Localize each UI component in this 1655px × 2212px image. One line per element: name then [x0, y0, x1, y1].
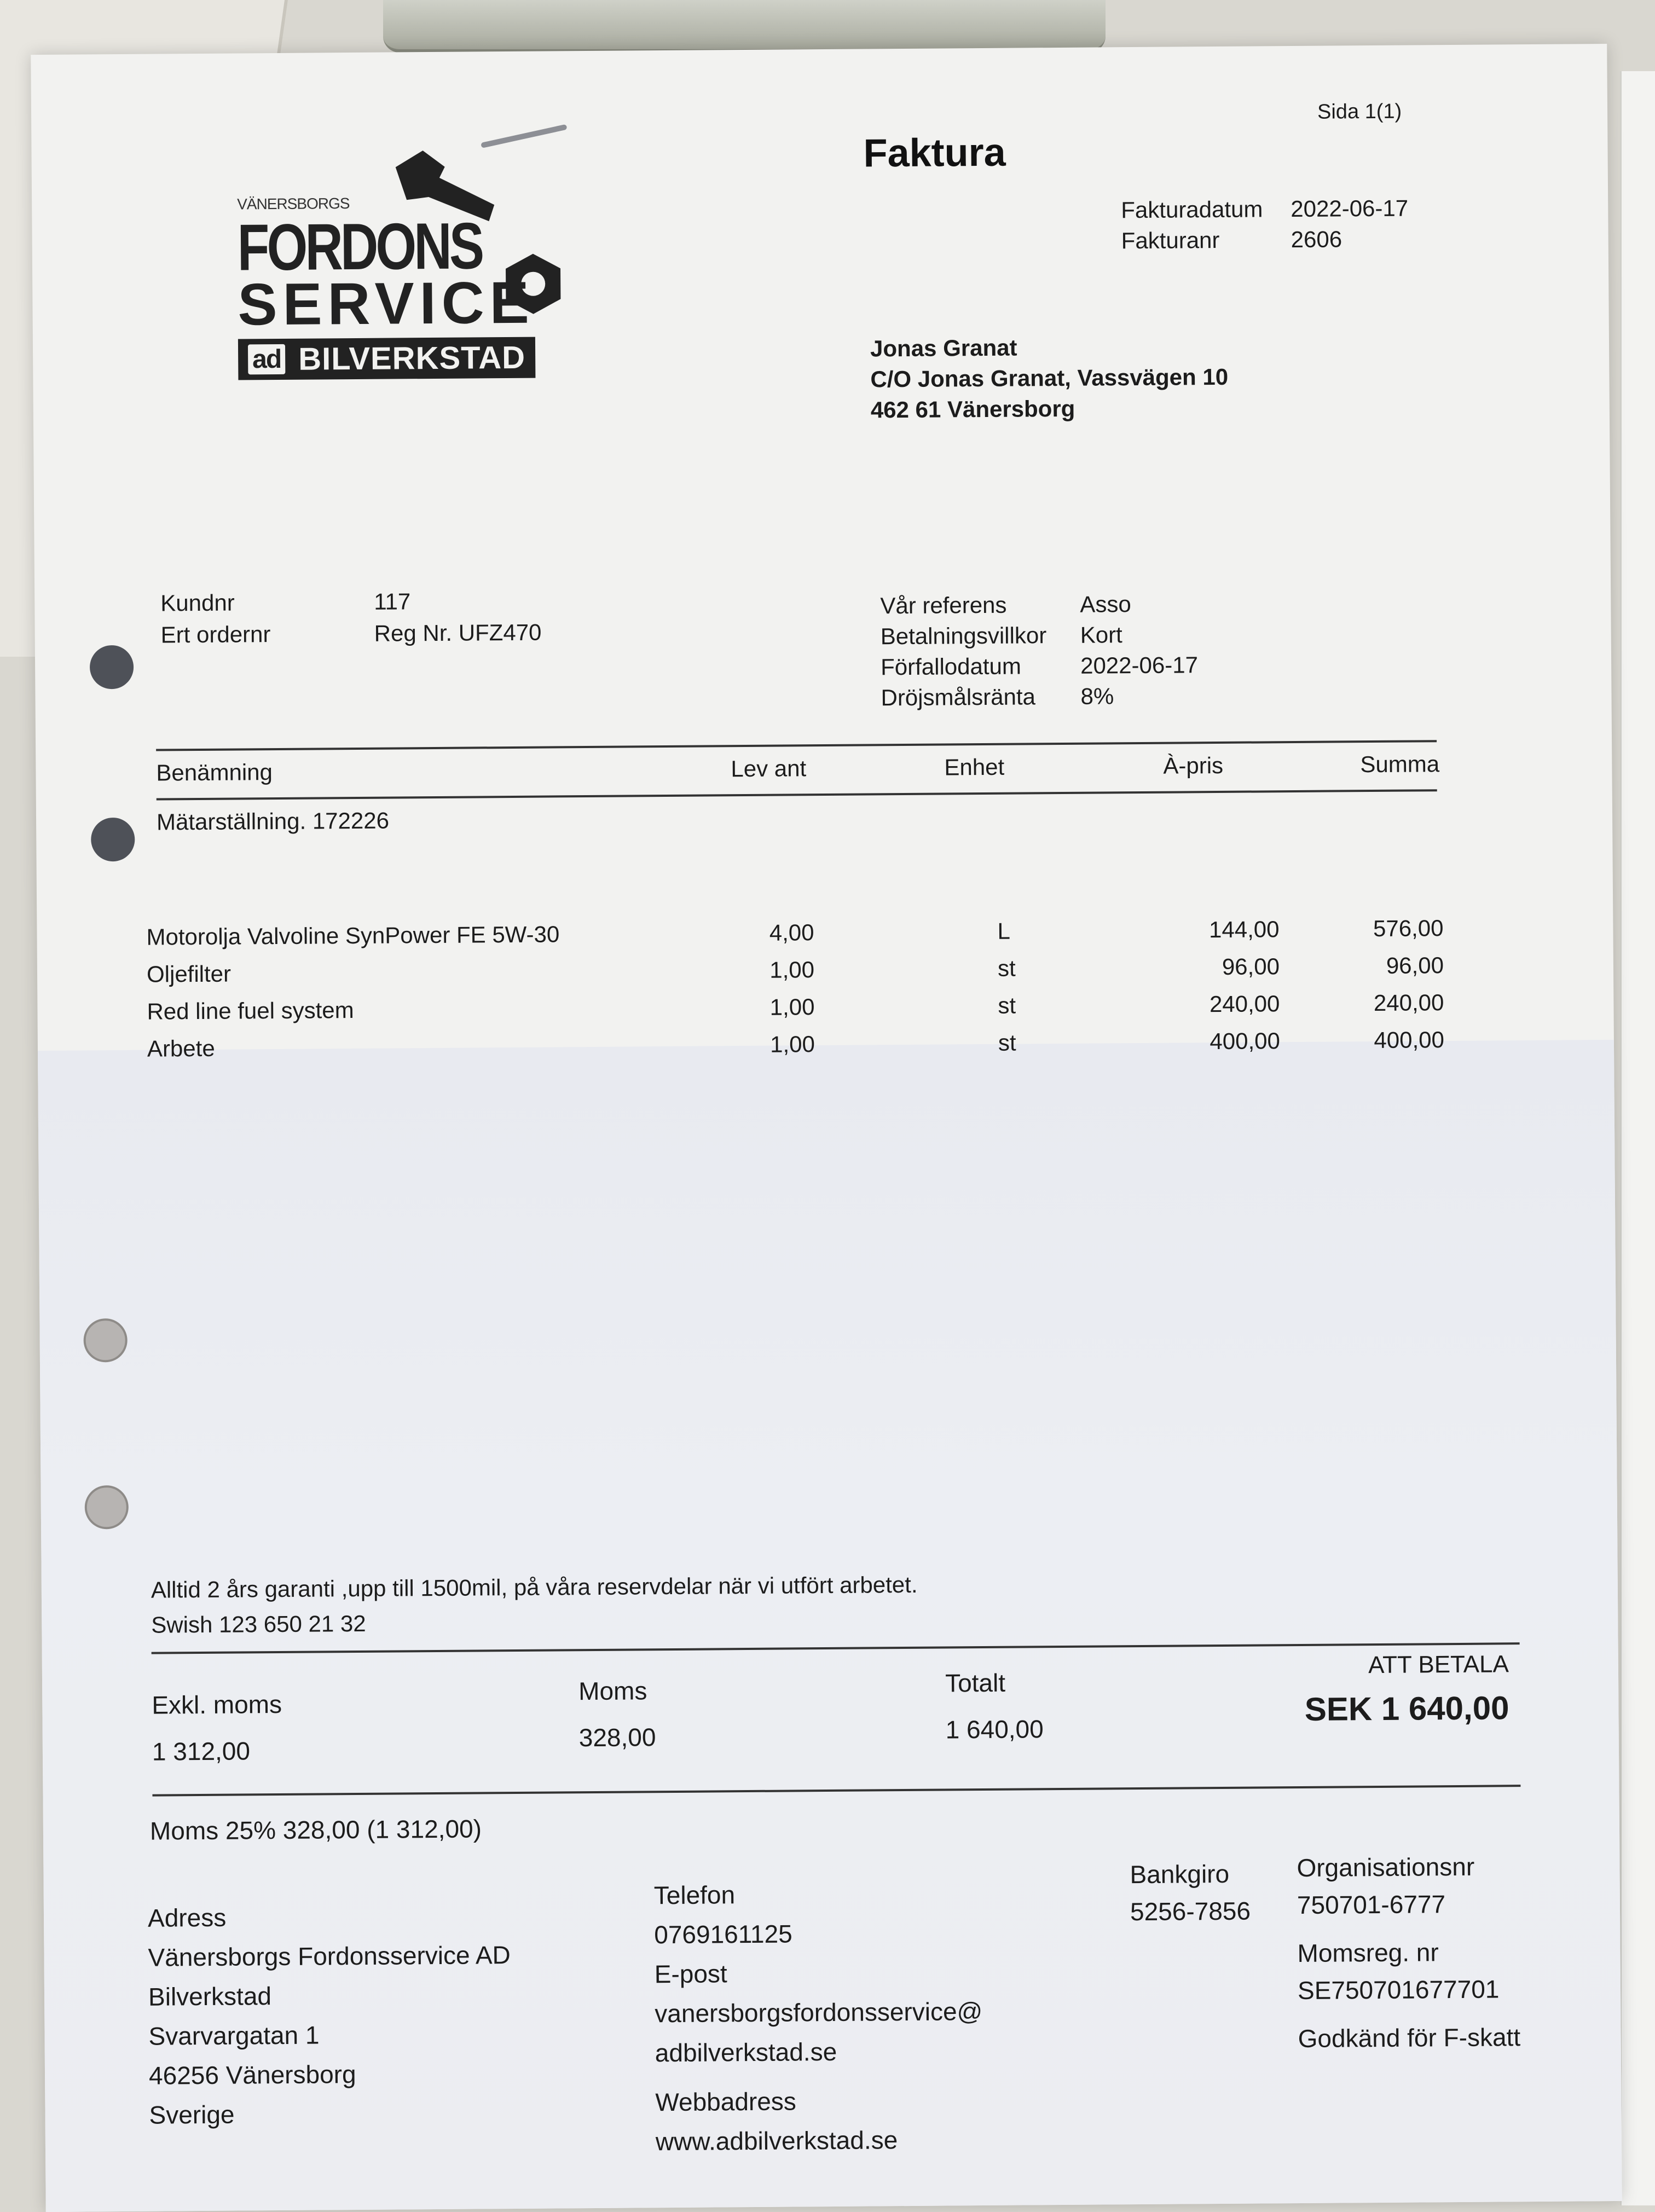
punch-hole	[90, 645, 134, 690]
meta-row-number	[1121, 224, 1409, 257]
footer-address	[148, 1896, 512, 2135]
bankgiro-value: 5256-7856	[1130, 1896, 1251, 1926]
reference-value: 8%	[1080, 683, 1114, 709]
warranty-text: Alltid 2 års garanti ,upp till 1500mil, på våra reservdelar när vi utfört arbetet.	[151, 1571, 918, 1603]
meta-label: Fakturadatum	[1121, 196, 1263, 223]
exkl-moms-value: 1 312,00	[152, 1736, 251, 1766]
cell-sum: 240,00	[1373, 989, 1444, 1016]
footer-bankgiro	[1130, 1855, 1251, 1931]
org-value: 750701-6777	[1297, 1890, 1446, 1920]
col-a-pris: À-pris	[1163, 752, 1224, 779]
cell-qty: 1,00	[770, 1031, 815, 1057]
meta-row-date	[1121, 193, 1408, 226]
logo-service: SERVICE	[238, 269, 535, 338]
cell-sum: 400,00	[1374, 1027, 1445, 1053]
customer-row	[160, 617, 541, 651]
customer-label: Kundnr	[160, 589, 235, 616]
cell-sum: 576,00	[1373, 915, 1444, 942]
cell-description: Motorolja Valvoline SynPower FE 5W-30	[146, 921, 560, 950]
cell-unit-price: 400,00	[1210, 1028, 1281, 1055]
table-header	[156, 751, 1440, 792]
cell-unit: L	[997, 918, 1011, 944]
customer-row	[160, 585, 541, 619]
payment-notes	[151, 1567, 918, 1643]
recipient-city: 462 61 Vänersborg	[870, 395, 1075, 423]
logo-band	[238, 337, 535, 380]
footer-company-ids	[1297, 1848, 1520, 2057]
col-lev-ant: Lev ant	[731, 755, 807, 782]
address-line: Sverige	[149, 2100, 235, 2129]
col-summa: Summa	[1360, 751, 1440, 778]
web-value: www.adbilverkstad.se	[655, 2126, 898, 2156]
logo-ad-badge: ad	[248, 344, 285, 374]
cell-description: Red line fuel system	[147, 997, 354, 1024]
totals-block	[152, 1651, 1520, 1788]
exkl-moms-label: Exkl. moms	[152, 1689, 282, 1719]
reference-label: Vår referens	[880, 592, 1007, 619]
recipient-street: C/O Jonas Granat, Vassvägen 10	[870, 363, 1229, 392]
vatreg-label: Momsreg. nr	[1297, 1938, 1439, 1968]
email-value: vanersborgsfordonsservice@	[655, 1997, 983, 2028]
background-book	[383, 0, 1106, 53]
cell-description: Oljefilter	[146, 960, 232, 987]
address-line: 46256 Vänersborg	[148, 2060, 356, 2090]
col-benamning: Benämning	[156, 759, 273, 786]
customer-value: Reg Nr. UFZ470	[374, 619, 542, 646]
reference-info	[880, 588, 1198, 713]
reference-row	[881, 650, 1198, 682]
reference-value: Asso	[1080, 591, 1131, 617]
org-label: Organisationsnr	[1297, 1852, 1475, 1883]
cell-description: Arbete	[147, 1035, 215, 1062]
logo-fordons: FORDONS	[237, 209, 482, 285]
swish-number: Swish 123 650 21 32	[151, 1610, 366, 1638]
reference-label: Betalningsvillkor	[880, 622, 1047, 650]
punch-hole	[91, 818, 135, 862]
table-top-rule	[156, 740, 1437, 751]
meta-value: 2606	[1291, 226, 1342, 253]
recipient-address	[870, 331, 1229, 426]
table-body	[146, 915, 1444, 1073]
punch-hole	[83, 1318, 128, 1363]
cell-unit-price: 144,00	[1208, 916, 1280, 943]
reference-label: Förfallodatum	[880, 653, 1022, 680]
invoice-sheet	[31, 44, 1622, 2212]
reference-row	[880, 588, 1197, 621]
address-line: Vänersborgs Fordonsservice AD	[148, 1941, 511, 1972]
invoice-meta	[1121, 193, 1409, 257]
cell-unit: st	[997, 955, 1016, 981]
web-label: Webbadress	[655, 2087, 797, 2117]
moms-label: Moms	[578, 1676, 647, 1706]
fskatt-text: Godkänd för F-skatt	[1298, 2023, 1521, 2053]
email-value: adbilverkstad.se	[655, 2037, 837, 2068]
reference-value: Kort	[1080, 622, 1122, 648]
reference-label: Dröjsmålsränta	[881, 684, 1036, 711]
cell-sum: 96,00	[1386, 952, 1444, 978]
phone-value: 0769161125	[654, 1919, 792, 1949]
vatreg-value: SE750701677701	[1297, 1974, 1500, 2005]
reference-row	[881, 680, 1198, 713]
cell-unit: st	[998, 1029, 1016, 1056]
punch-hole	[85, 1485, 129, 1530]
cell-unit-price: 240,00	[1209, 991, 1280, 1017]
att-betala-label: ATT BETALA	[1368, 1651, 1509, 1679]
address-label: Adress	[147, 1903, 227, 1932]
customer-info	[160, 585, 542, 651]
customer-value: 117	[374, 588, 411, 615]
totalt-label: Totalt	[945, 1668, 1006, 1698]
odometer-note: Mätarställning. 172226	[156, 807, 390, 835]
cell-qty: 1,00	[769, 994, 815, 1020]
meta-value: 2022-06-17	[1291, 195, 1409, 222]
recipient-name: Jonas Granat	[870, 334, 1017, 362]
logo-town: VÄNERSBORGS	[237, 195, 350, 213]
cell-qty: 1,00	[769, 957, 815, 983]
bankgiro-label: Bankgiro	[1130, 1859, 1230, 1889]
att-betala-value: SEK 1 640,00	[1304, 1689, 1509, 1728]
company-logo	[236, 144, 577, 403]
email-label: E-post	[654, 1959, 727, 1989]
cell-unit-price: 96,00	[1222, 953, 1280, 980]
reference-row	[881, 619, 1198, 652]
col-enhet: Enhet	[944, 754, 1005, 780]
page-number: Sida 1(1)	[1317, 100, 1402, 124]
cell-qty: 4,00	[769, 919, 814, 946]
meta-label: Fakturanr	[1121, 227, 1220, 254]
address-line: Svarvargatan 1	[148, 2020, 320, 2051]
cell-unit: st	[998, 992, 1016, 1018]
reference-value: 2022-06-17	[1080, 652, 1199, 679]
address-line: Bilverkstad	[148, 1982, 272, 2011]
background-sheet-right	[1620, 71, 1655, 2205]
totalt-value: 1 640,00	[945, 1715, 1044, 1744]
customer-label: Ert ordernr	[160, 621, 271, 648]
invoice-title: Faktura	[863, 130, 1006, 176]
vat-summary: Moms 25% 328,00 (1 312,00)	[149, 1814, 482, 1845]
moms-value: 328,00	[578, 1723, 656, 1752]
footer-contact	[654, 1873, 984, 2161]
logo-bilverkstad: BILVERKSTAD	[298, 339, 526, 377]
phone-label: Telefon	[653, 1880, 736, 1910]
